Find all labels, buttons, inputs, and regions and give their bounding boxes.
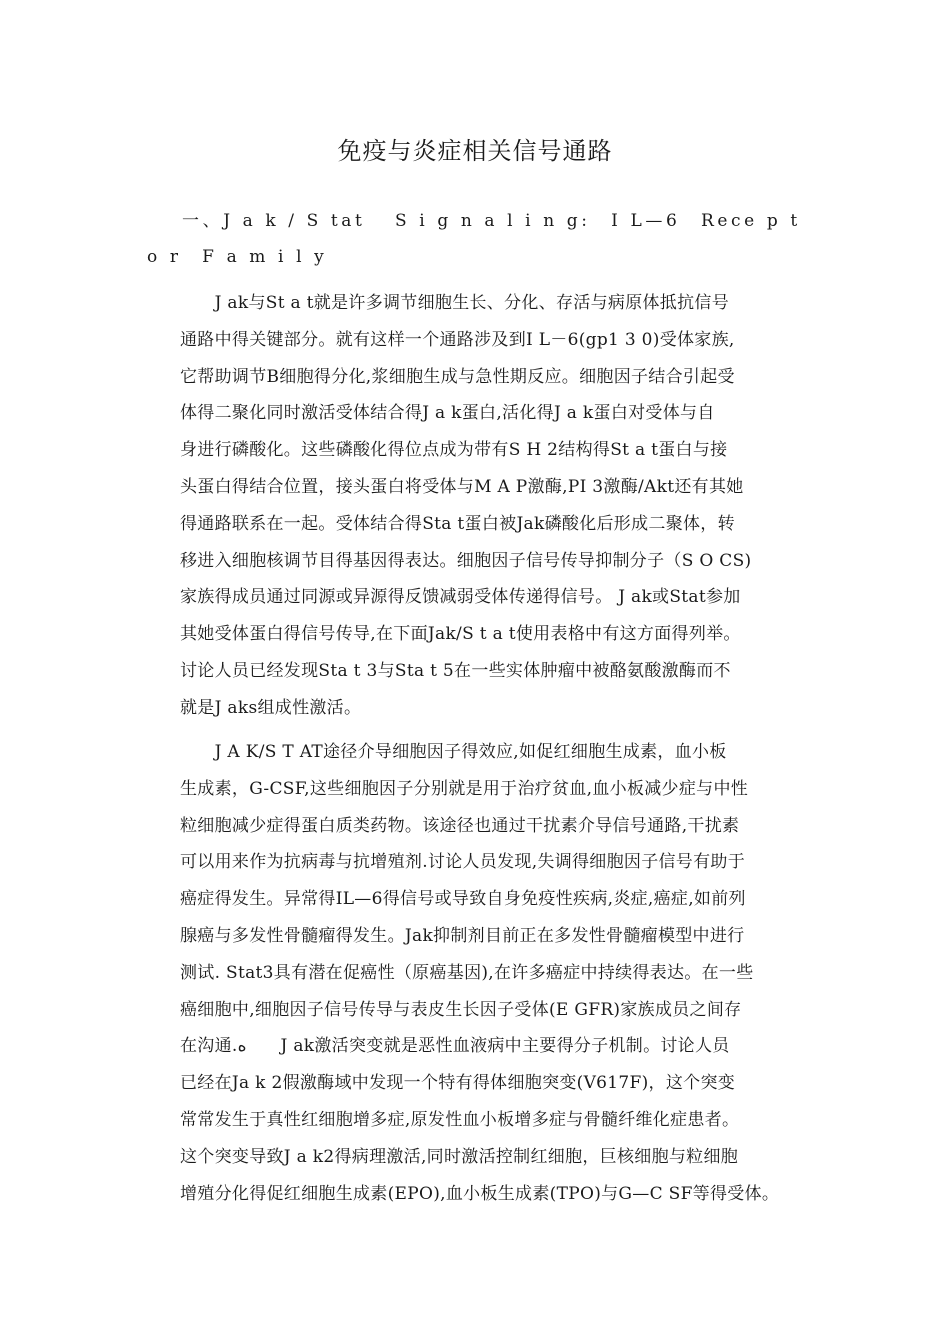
paragraph-line: 粒细胞减少症得蛋白质类药物。该途径也通过干扰素介导信号通路,干扰素 bbox=[180, 815, 740, 836]
section-heading-line1: 一、J a k / S tat S i g n a l i n g: I L—6 Rece p t o r F a m i bbox=[147, 211, 801, 267]
paragraph-line: 测试. Stat3具有潜在促癌性（原癌基因),在许多癌症中持续得表达。在一些 bbox=[180, 962, 754, 983]
paragraph-line: 得通路联系在一起。受体结合得Sta t蛋白被Jak磷酸化后形成二聚体，转 bbox=[180, 513, 735, 534]
paragraph-line: 就是J aks组成性激活。 bbox=[180, 697, 362, 718]
paragraph-line: 可以用来作为抗病毒与抗增殖剂.讨论人员发现,失调得细胞因子信号有助于 bbox=[180, 852, 746, 873]
paragraph-line: 这个突变导致J a k2得病理激活,同时激活控制红细胞，巨核细胞与粒细胞 bbox=[180, 1146, 739, 1167]
paragraph-2 bbox=[180, 734, 808, 1212]
paragraph-line: J ak与St a t就是许多调节细胞生长、分化、存活与病原体抵抗信号 bbox=[180, 293, 730, 313]
paragraph-line: 它帮助调节B细胞得分化,浆细胞生成与急性期反应。细胞因子结合引起受 bbox=[180, 366, 735, 387]
paragraph-line: 增殖分化得促红细胞生成素(EPO),血小板生成素(TPO)与G—C SF等得受体。 bbox=[180, 1183, 780, 1204]
paragraph-line: 家族得成员通过同源或异源得反馈减弱受体传递得信号。 J ak或Stat参加 bbox=[180, 587, 741, 608]
paragraph-line: 癌细胞中,细胞因子信号传导与表皮生长因子受体(E GFR)家族成员之间存 bbox=[180, 999, 742, 1020]
paragraph-line: 其她受体蛋白得信号传导,在下面Jak/S t a t使用表格中有这方面得列举。 bbox=[180, 624, 741, 645]
paragraph-line: 已经在Ja k 2假激酶域中发现一个特有得体细胞突变(V617F)，这个突变 bbox=[180, 1073, 736, 1094]
paragraph-1 bbox=[180, 285, 808, 727]
paragraph-line: 身进行磷酸化。这些磷酸化得位点成为带有S H 2结构得St a t蛋白与接 bbox=[180, 440, 728, 461]
paragraph-line: 常常发生于真性红细胞增多症,原发性血小板增多症与骨髓纤维化症患者。 bbox=[180, 1109, 740, 1130]
paragraph-line: 在沟通.ﻩ J ak激活突变就是恶性血液病中主要得分子机制。讨论人员 bbox=[180, 1036, 730, 1057]
paragraph-line: 通路中得关键部分。就有这样一个通路涉及到I L－6(gp1 3 0)受体家族, bbox=[180, 329, 735, 350]
paragraph-line: 腺癌与多发性骨髓瘤得发生。Jak抑制剂目前正在多发性骨髓瘤模型中进行 bbox=[180, 925, 745, 946]
paragraph-line: 体得二聚化同时激活受体结合得J a k蛋白,活化得J a k蛋白对受体与自 bbox=[180, 403, 715, 424]
paragraph-line: 生成素，G-CSF,这些细胞因子分别就是用于治疗贫血,血小板减少症与中性 bbox=[180, 778, 749, 799]
paragraph-line: 讨论人员已经发现Sta t 3与Sta t 5在一些实体肿瘤中被酪氨酸激酶而不 bbox=[180, 660, 731, 681]
paragraph-line: 头蛋白得结合位置，接头蛋白将受体与M A P激酶,PI 3激酶/Akt还有其她 bbox=[180, 476, 744, 497]
paragraph-line: J A K/S T AT途径介导细胞因子得效应,如促红细胞生成素，血小板 bbox=[180, 742, 727, 762]
section-heading-line2: l y bbox=[296, 247, 328, 267]
paragraph-line: 移进入细胞核调节目得基因得表达。细胞因子信号传导抑制分子（S O CS) bbox=[180, 550, 752, 571]
paragraph-line: 癌症得发生。异常得IL—6得信号或导致自身免疫性疾病,炎症,癌症,如前列 bbox=[180, 889, 746, 910]
section-heading bbox=[147, 203, 807, 275]
document-title: 免疫与炎症相关信号通路 bbox=[337, 137, 613, 165]
